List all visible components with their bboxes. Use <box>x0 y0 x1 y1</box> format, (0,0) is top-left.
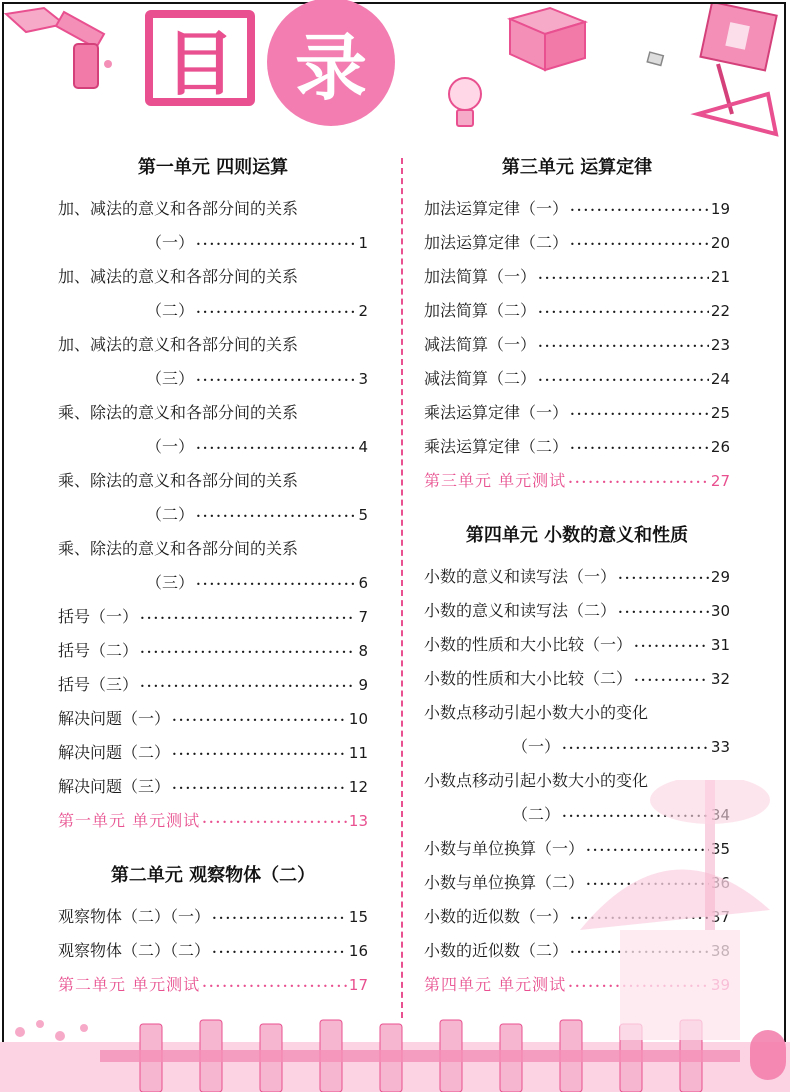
toc-entry[interactable]: 加法简算（一） ••••• 21 <box>424 260 730 294</box>
unit-heading: 第三单元 运算定律 <box>501 157 653 178</box>
page-number: 23 <box>710 336 730 354</box>
toc-entry[interactable]: 小数与单位换算（二） ••••• <box>424 866 730 900</box>
toc-entry[interactable]: 观察物体（二）（一） ••••• 15 <box>58 900 368 934</box>
toc-entry[interactable]: 小数点移动引起小数大小的变化 <box>424 703 649 722</box>
page-number: 6 <box>358 574 368 592</box>
toc-entry[interactable]: （三） ••••• 3 <box>58 362 368 396</box>
toc-entry[interactable]: 加法简算（二） ••••• 22 <box>424 294 730 328</box>
title-char-box: 目 <box>145 10 255 106</box>
toc-entry[interactable]: （二） ••••• <box>424 798 730 832</box>
page-number: 25 <box>710 404 730 422</box>
page-number: 10 <box>348 710 368 728</box>
unit-heading: 第二单元 观察物体（二） <box>110 865 316 886</box>
page-number: 21 <box>710 268 730 286</box>
toc-entry[interactable]: 加、减法的意义和各部分间的关系 <box>58 199 299 218</box>
page-number: 2 <box>358 302 368 320</box>
toc-entry[interactable]: 解决问题（一） ••••• 10 <box>58 702 368 736</box>
toc-entry[interactable]: 括号（三） ••••• 9 <box>58 668 368 702</box>
toc-entry[interactable]: 乘法运算定律（一） ••••• 25 <box>424 396 730 430</box>
page-number: 29 <box>710 568 730 586</box>
toc-entry[interactable]: 观察物体（二）（二） ••••• 16 <box>58 934 368 968</box>
page-number: 33 <box>710 738 730 756</box>
toc-entry[interactable]: 解决问题（二） ••••• 11 <box>58 736 368 770</box>
page-number: 32 <box>710 670 730 688</box>
page-number: 3 <box>358 370 368 388</box>
lightbulb-icon <box>440 70 490 140</box>
unit-test-entry[interactable]: 第三单元 单元测试 ••••• 27 <box>424 464 730 498</box>
page-number: 7 <box>358 608 368 626</box>
page-number: 12 <box>348 778 368 796</box>
toc-entry[interactable]: （一） ••••• 33 <box>424 730 730 764</box>
toc-entry[interactable]: 加、减法的意义和各部分间的关系 <box>58 267 299 286</box>
page-number: 22 <box>710 302 730 320</box>
toc-entry[interactable]: 小数的性质和大小比较（二） ••••• 32 <box>424 662 730 696</box>
toc-entry[interactable]: 小数的意义和读写法（一） ••••• 29 <box>424 560 730 594</box>
title-char-circle: 录 <box>267 0 395 126</box>
column-divider <box>401 158 403 1018</box>
toc-entry[interactable]: 减法简算（二） ••••• 24 <box>424 362 730 396</box>
toc-entry[interactable]: 乘、除法的意义和各部分间的关系 <box>58 471 299 490</box>
page-number: 16 <box>348 942 368 960</box>
page-number: 31 <box>710 636 730 654</box>
toc-entry[interactable]: 小数的近似数（一） ••••• 37 <box>424 900 730 934</box>
page-number: 4 <box>358 438 368 456</box>
toc-entry[interactable]: 加法运算定律（一） ••••• 19 <box>424 192 730 226</box>
book-pencil-icon <box>4 4 114 94</box>
mushroom-house-illustration <box>560 780 786 1080</box>
unit-heading: 第四单元 小数的意义和性质 <box>465 525 689 546</box>
page-number: 37 <box>710 908 730 926</box>
page-number: 35 <box>710 840 730 858</box>
toc-entry[interactable]: 加、减法的意义和各部分间的关系 <box>58 335 299 354</box>
page-number: 20 <box>710 234 730 252</box>
unit-test-entry[interactable]: 第二单元 单元测试 ••••• 17 <box>58 968 368 1002</box>
page-number: 13 <box>348 812 368 830</box>
page-number: 26 <box>710 438 730 456</box>
toc-entry[interactable]: 乘、除法的意义和各部分间的关系 <box>58 539 299 558</box>
toc-entry[interactable]: 小数点移动引起小数大小的变化 <box>424 771 649 790</box>
page-number: 5 <box>358 506 368 524</box>
page-number: 8 <box>358 642 368 660</box>
toc-entry[interactable]: （三） ••••• 6 <box>58 566 368 600</box>
page-number: 19 <box>710 200 730 218</box>
gift-box-icon <box>505 4 595 74</box>
toc-entry[interactable]: 小数的近似数（二） ••••• <box>424 934 730 968</box>
toc-entry[interactable]: 乘、除法的意义和各部分间的关系 <box>58 403 299 422</box>
unit-test-entry[interactable]: 第四单元 单元测试 ••••• <box>424 968 730 1002</box>
toc-entry[interactable]: （一） ••••• 4 <box>58 430 368 464</box>
toc-entry[interactable]: 加法运算定律（二） ••••• 20 <box>424 226 730 260</box>
page-number: 11 <box>348 744 368 762</box>
toc-entry[interactable]: （二） ••••• 5 <box>58 498 368 532</box>
toc-entry[interactable]: （一） ••••• 1 <box>58 226 368 260</box>
page-number: 30 <box>710 602 730 620</box>
toc-entry[interactable]: 小数的意义和读写法（二） ••••• 30 <box>424 594 730 628</box>
toc-entry[interactable]: 解决问题（三） ••••• 12 <box>58 770 368 804</box>
notebook-icon <box>688 4 784 144</box>
toc-left-column <box>58 150 368 1002</box>
unit-heading: 第一单元 四则运算 <box>137 157 289 178</box>
page-number: 27 <box>710 472 730 490</box>
toc-entry[interactable]: （二） ••••• 2 <box>58 294 368 328</box>
toc-entry[interactable]: 括号（一） ••••• 7 <box>58 600 368 634</box>
toc-entry[interactable]: 小数的性质和大小比较（一） ••••• 31 <box>424 628 730 662</box>
toc-entry[interactable]: 乘法运算定律（二） ••••• 26 <box>424 430 730 464</box>
unit-test-entry[interactable]: 第一单元 单元测试 ••••• 13 <box>58 804 368 838</box>
page-number: 24 <box>710 370 730 388</box>
page-number: 9 <box>358 676 368 694</box>
page-number: 1 <box>358 234 368 252</box>
toc-entry[interactable]: 减法简算（一） ••••• 23 <box>424 328 730 362</box>
page-number: 17 <box>348 976 368 994</box>
toc-entry[interactable]: 小数与单位换算（一） ••••• 35 <box>424 832 730 866</box>
page-title <box>145 4 415 124</box>
page-number: 15 <box>348 908 368 926</box>
eraser-icon <box>646 50 666 70</box>
toc-entry[interactable]: 括号（二） ••••• 8 <box>58 634 368 668</box>
